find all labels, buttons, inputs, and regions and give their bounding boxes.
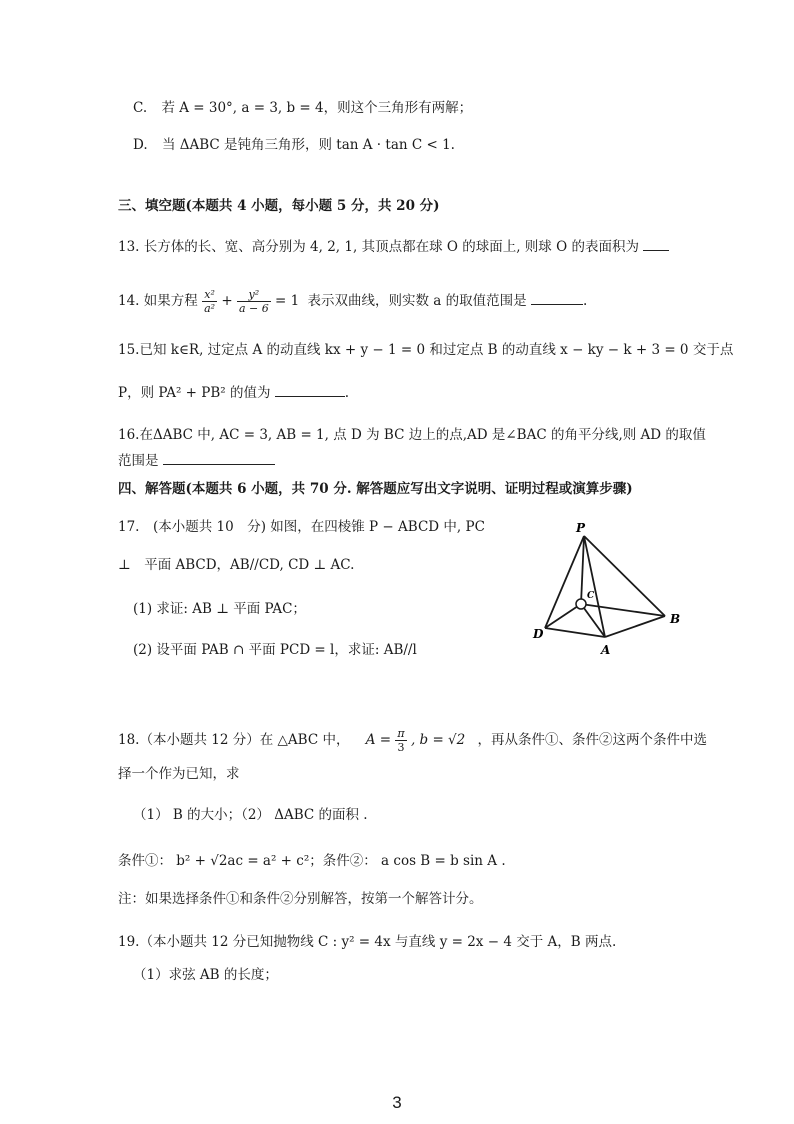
- label-P: P: [576, 521, 586, 535]
- period: .: [582, 293, 588, 309]
- label-D: D: [533, 627, 544, 641]
- fraction-y2-den: a − 6: [238, 302, 269, 315]
- option-d-label: D.: [133, 137, 148, 153]
- question-16-line2: [118, 450, 275, 471]
- question-19-sub1: （1）求弦 AB 的长度；: [133, 967, 278, 983]
- vertex-c-point: [576, 599, 586, 609]
- question-17-sub1: (1) 求证: AB ⊥ 平面 PAC；: [133, 601, 306, 617]
- question-18-prefix: 18.（本小题共 12 分）在 △ABC 中，: [118, 732, 350, 748]
- fraction-y2-num: y²: [237, 288, 271, 302]
- label-B: B: [670, 612, 681, 626]
- question-13: [118, 236, 669, 257]
- fraction-x2-den: a²: [204, 302, 216, 315]
- question-18-line2: 择一个作为已知，求: [118, 766, 240, 782]
- question-18-asks: （1） B 的大小；（2） ΔABC 的面积 .: [133, 807, 368, 823]
- question-15-line1: 15.已知 k∈R, 过定点 A 的动直线 kx + y − 1 = 0 和过定点 B 的动直线 x − ky − k + 3 = 0 交于点: [118, 342, 734, 358]
- question-18-cond-a: A =: [365, 732, 392, 748]
- option-c-text: 若 A = 30°, a = 3, b = 4，则这个三角形有两解；: [161, 100, 473, 116]
- question-14-suffix: 表示双曲线，则实数 a 的取值范围是: [307, 293, 527, 309]
- question-15-line2-text: P，则 PA² + PB² 的值为: [118, 385, 271, 401]
- question-15-line2: [118, 382, 349, 403]
- fraction-pi-den: 3: [397, 741, 405, 754]
- label-A: A: [601, 643, 611, 657]
- question-18-cond-b: , b = √2: [410, 732, 466, 748]
- question-18-line1: [118, 718, 707, 762]
- question-14-eq: = 1: [275, 293, 300, 309]
- question-18-note: 注：如果选择条件①和条件②分别解答，按第一个解答计分。: [118, 891, 483, 907]
- question-18-suffix: ，再从条件①、条件②这两个条件中选: [477, 732, 708, 748]
- answer-blank-14[interactable]: [531, 290, 583, 305]
- page-number: 3: [392, 1093, 402, 1112]
- answer-blank-15[interactable]: [275, 382, 345, 397]
- fraction-x2-num: x²: [202, 288, 217, 302]
- option-c: [133, 98, 472, 118]
- label-C: C: [587, 591, 595, 601]
- answer-blank-16[interactable]: [163, 450, 275, 465]
- question-19-line1: 19.（本小题共 12 分已知抛物线 C : y² = 4x 与直线 y = 2x − 4 交于 A，B 两点.: [118, 934, 617, 950]
- question-16-line2-text: 范围是: [118, 453, 159, 469]
- question-17-line2: ⊥ 平面 ABCD，AB//CD, CD ⊥ AC.: [118, 557, 355, 573]
- period: .: [344, 385, 350, 401]
- question-13-text: 13. 长方体的长、宽、高分别为 4, 2, 1, 其顶点都在球 O 的球面上, 则球 O 的表面积为: [118, 239, 639, 255]
- option-c-label: C.: [133, 100, 148, 116]
- section3-title: 三、填空题(本题共 4 小题，每小题 5 分，共 20 分): [118, 198, 440, 214]
- question-14-prefix: 14. 如果方程: [118, 293, 198, 309]
- fraction-pi-3: [395, 727, 406, 754]
- option-d: [133, 135, 455, 155]
- pyramid-figure: [525, 518, 695, 658]
- answer-blank-13[interactable]: [643, 236, 669, 251]
- plus-sign: +: [221, 293, 233, 309]
- option-d-text: 当 ΔABC 是钝角三角形，则 tan A · tan C < 1.: [161, 137, 455, 153]
- section4-title: 四、解答题(本题共 6 小题，共 70 分. 解答题应写出文字说明、证明过程或演算步骤): [118, 481, 633, 497]
- fraction-y2-a6: [237, 288, 271, 315]
- question-17-sub2: (2) 设平面 PAB ∩ 平面 PCD = l，求证: AB//l: [133, 642, 417, 658]
- question-18-conditions: 条件①： b² + √2ac = a² + c²；条件②： a cos B = b sin A .: [118, 853, 506, 869]
- question-16-line1: 16.在ΔABC 中, AC = 3, AB = 1, 点 D 为 BC 边上的点,AD 是∠BAC 的角平分线,则 AD 的取值: [118, 427, 706, 443]
- question-17-line1: 17. (本小题共 10 分) 如图，在四棱锥 P − ABCD 中, PC: [118, 519, 485, 535]
- question-14: [118, 279, 587, 323]
- fraction-pi-num: π: [397, 727, 405, 740]
- fraction-x2-a2: [202, 288, 217, 315]
